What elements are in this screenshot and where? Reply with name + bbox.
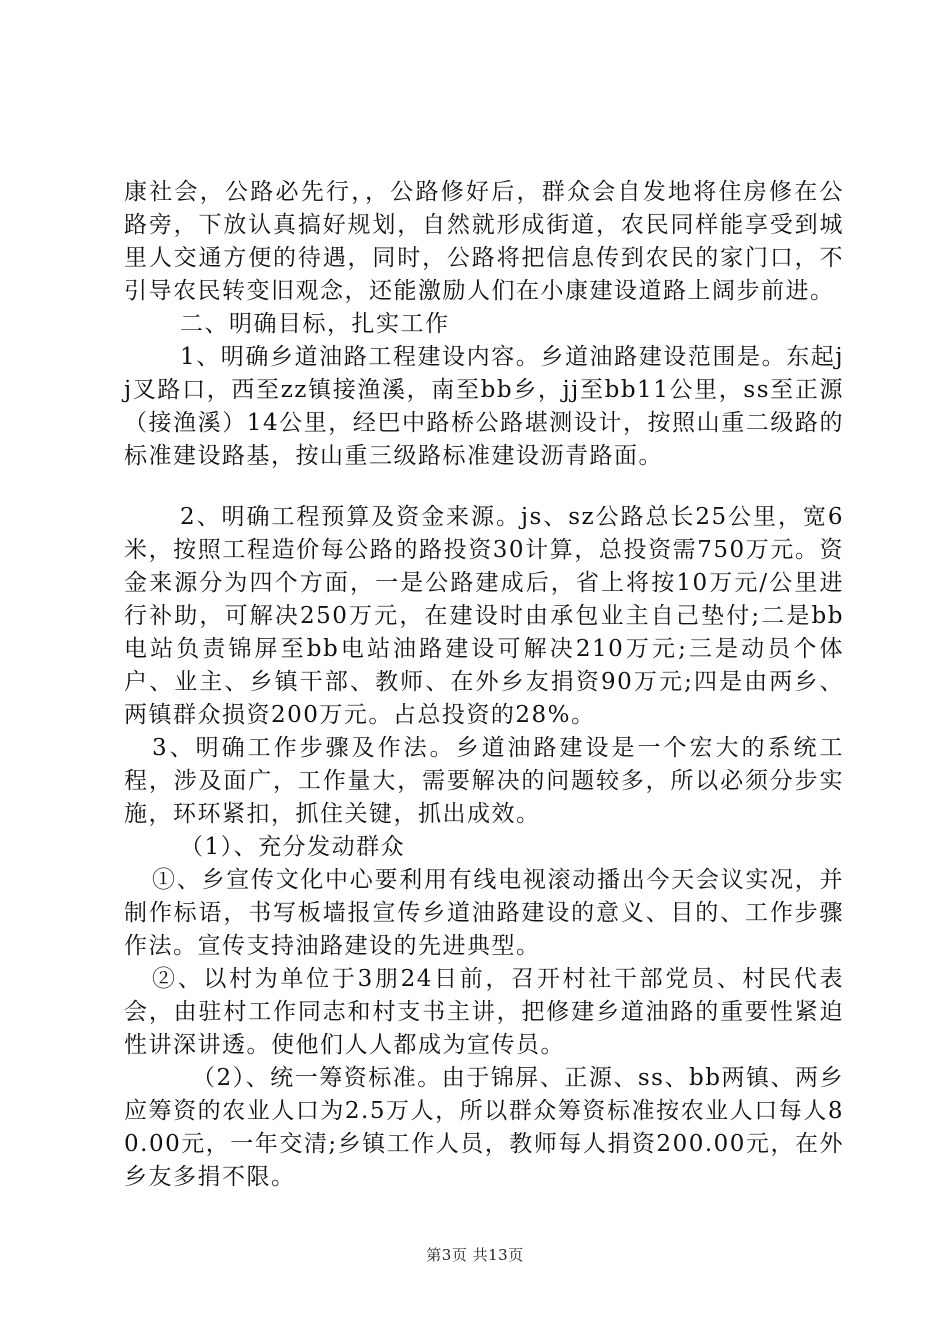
page-number-footer: 第3页 共13页	[426, 1246, 524, 1264]
subheading-mobilize: （1）、充分发动群众	[180, 834, 406, 860]
paragraph-item-3: 3、明确工作步骤及作法。乡道油路建设是一个宏大的系统工程，涉及面广，工作量大，需要解决的问题较多，所以必须分步实施，环环紧扣，抓住关键，抓出成效。	[124, 735, 844, 827]
paragraph-intro-continuation: 康社会，公路必先行，，公路修好后，群众会自发地将住房修在公路旁，下放认真搞好规划，自然就形成街道，农民同样能享受到城里人交通方便的待遇，同时，公路将把信息传到农民的家门口，不引导农民转变旧观念，还能激励人们在小康建设道路上阔步前进。	[124, 179, 844, 304]
paragraph-funding-standard: （2）、统一筹资标准。由于锦屏、正源、ss、bb两镇、两乡应筹资的农业人口为2.5万人，所以群众筹资标准按农业人口每人80.00元，一年交清;乡镇工作人员，教师每人捐资200.00元，在外乡友多捐不限。	[124, 1065, 844, 1190]
paragraph-subitem-2: ②、以村为单位于3朋24日前，召开村社干部党员、村民代表会，由驻村工作同志和村支书主讲，把修建乡道油路的重要性紧迫性讲深讲透。使他们人人都成为宣传员。	[124, 966, 844, 1058]
paragraph-subitem-1: ①、乡宣传文化中心要利用有线电视滚动播出今天会议实况，并制作标语，书写板墙报宣传乡道油路建设的意义、目的、工作步骤作法。宣传支持油路建设的先进典型。	[124, 867, 844, 959]
paragraph-item-2: 2、明确工程预算及资金来源。js、sz公路总长25公里，宽6米，按照工程造价每公路的路投资30计算，总投资需750万元。资金来源分为四个方面，一是公路建成后，省上将按10万元/公里进行补助，可解决250万元，在建设时由承包业主自己垫付;二是bb电站负责锦屏至bb电站油路建设可解决210万元;三是动员个体户、业主、乡镇干部、教师、在外乡友捐资90万元;四是由两乡、两镇群众损资200万元。占总投资的28%。	[124, 504, 845, 728]
section-heading-goals: 二、明确目标，扎实工作	[180, 311, 450, 337]
paragraph-item-1: 1、明确乡道油路工程建设内容。乡道油路建设范围是。东起jj叉路口，西至zz镇接渔溪，南至bb乡，jj至bb11公里，ss至正源（接渔溪）14公里，经巴中路桥公路堪测设计，按照山重二级路的标准建设路基，按山重三级路标准建设沥青路面。	[124, 344, 844, 469]
document-body	[124, 176, 844, 1194]
